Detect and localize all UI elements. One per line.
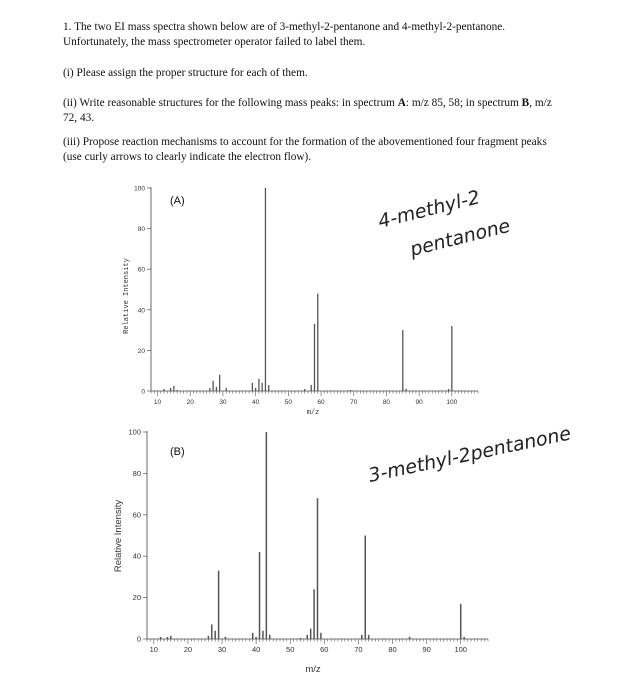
part-2-spectrum-a: A — [397, 97, 406, 109]
spectrum-b-y-tick-label: 60 — [132, 510, 141, 520]
spectrum-b-peak-mz-42 — [262, 631, 264, 639]
spectrum-b-x-axis-title: m/z — [305, 664, 321, 675]
spectrum-a-x-tick-label: 20 — [186, 399, 194, 406]
spectrum-b-peak-mz-85 — [409, 637, 411, 639]
spectrum-a-y-tick-label: 100 — [134, 185, 145, 193]
spectrum-b-x-tick-label: 20 — [183, 645, 193, 654]
spectrum-b-y-tick-label: 80 — [132, 468, 141, 478]
spectrum-a-x-tick-label: 50 — [284, 399, 292, 406]
part-2-mid: : m/z 85, 58; in spectrum — [405, 97, 522, 109]
spectrum-a-y-tick-label: 0 — [141, 388, 145, 396]
spectrum-b-peak-mz-73 — [368, 635, 370, 639]
spectrum-b-peak-mz-58 — [317, 498, 319, 639]
spectrum-b-y-tick-label: 40 — [132, 551, 141, 561]
spectrum-b-y-tick-label: 100 — [128, 427, 141, 437]
spectrum-a-y-tick-label: 40 — [137, 307, 145, 315]
spectrum-a-x-tick-label: 90 — [415, 399, 423, 406]
spectrum-b-peak-mz-26 — [208, 636, 210, 639]
part-2-prefix: (ii) Write reasonable structures for the following mass peaks: in spectrum — [63, 97, 398, 109]
spectrum-b-peak-mz-44 — [269, 635, 271, 639]
spectrum-a-x-tick-label: 80 — [382, 399, 391, 406]
spectrum-b-peak-mz-40 — [255, 637, 257, 639]
spectrum-b-peak-mz-55 — [307, 635, 309, 639]
spectrum-b-peak-mz-14 — [167, 637, 169, 639]
spectrum-a-y-axis-title: Relative Intensity — [123, 258, 131, 334]
spectrum-b-x-tick-label: 90 — [422, 645, 431, 654]
spectrum-b-y-tick-label: 20 — [132, 593, 141, 603]
spectrum-b-x-tick-label: 30 — [217, 645, 227, 654]
spectrum-b-x-tick-label: 50 — [286, 645, 295, 654]
question-part-1: (i) Please assign the proper structure for each of them. — [63, 67, 308, 79]
spectrum-a-y-tick-label: 60 — [137, 266, 145, 274]
spectrum-b-peak-mz-29 — [218, 571, 220, 639]
spectrum-b-y-axis-title: Relative Intensity — [113, 499, 124, 573]
part-2-suffix: , m/z 72, 43. — [63, 97, 552, 124]
spectrum-a-x-tick-label: 100 — [446, 399, 458, 406]
spectrum-a-panel-label: (A) — [170, 195, 185, 207]
part-2-spectrum-b: B — [521, 97, 530, 109]
spectrum-b-peak-mz-15 — [170, 636, 172, 639]
spectrum-b-peak-mz-41 — [259, 552, 261, 639]
spectrum-b-x-tick-label: 70 — [354, 645, 363, 654]
spectrum-b-peak-mz-100 — [460, 604, 462, 639]
spectrum-b-peak-mz-39 — [252, 633, 254, 639]
spectrum-b-peak-mz-101 — [463, 637, 465, 639]
spectrum-b-peak-mz-72 — [364, 536, 366, 640]
spectrum-a-x-axis-title: m/z — [306, 409, 320, 417]
spectrum-b-x-tick-label: 80 — [388, 645, 397, 654]
spectrum-b-panel-label: (B) — [170, 446, 185, 458]
spectrum-b-x-tick-label: 100 — [454, 645, 467, 654]
spectrum-b-peak-mz-71 — [361, 635, 363, 639]
spectrum-b-peak-mz-31 — [225, 637, 227, 639]
spectrum-b-peak-mz-28 — [214, 631, 216, 639]
spectrum-b-peak-mz-56 — [310, 629, 312, 639]
spectrum-b-x-tick-label: 60 — [320, 645, 329, 654]
spectrum-a-y-tick-label: 20 — [137, 347, 145, 355]
handwritten-label-a-line1: 4-methyl-2 — [375, 186, 483, 233]
question-intro: 1. The two EI mass spectra shown below are of 3-methyl-2-pentanone and 4-methyl-2-pentanone. Unfortunately, the mass spectrometer operator failed to label them. — [63, 21, 506, 48]
handwritten-label-b: 3-methyl-2pentanone — [366, 422, 573, 487]
spectrum-b-peak-mz-57 — [313, 589, 315, 639]
spectrum-b-peak-mz-43 — [266, 432, 268, 639]
spectrum-b-y-tick-label: 0 — [136, 634, 141, 644]
spectrum-b-peak-mz-12 — [160, 637, 162, 639]
spectrum-a-x-tick-label: 70 — [350, 399, 358, 406]
spectrum-a-y-tick-label: 80 — [137, 226, 145, 234]
spectrum-a-x-tick-label: 10 — [153, 399, 162, 406]
question-part-3: (iii) Propose reaction mechanisms to account for the formation of the abovementioned four fragment peaks (use curly arrows to clearly indicate the electron flow). — [63, 136, 547, 163]
spectrum-b-x-tick-label: 40 — [251, 645, 261, 654]
spectrum-a-x-tick-label: 30 — [219, 399, 227, 406]
spectrum-b-peak-mz-59 — [320, 633, 322, 639]
handwritten-label-a-line2: pentanone — [407, 214, 513, 261]
spectrum-a-x-tick-label: 40 — [252, 399, 260, 406]
spectrum-b-peak-mz-53 — [300, 638, 302, 639]
spectrum-a-x-tick-label: 60 — [317, 399, 325, 406]
spectrum-b-peak-mz-27 — [211, 625, 213, 639]
spectrum-b-x-tick-label: 10 — [149, 645, 158, 654]
